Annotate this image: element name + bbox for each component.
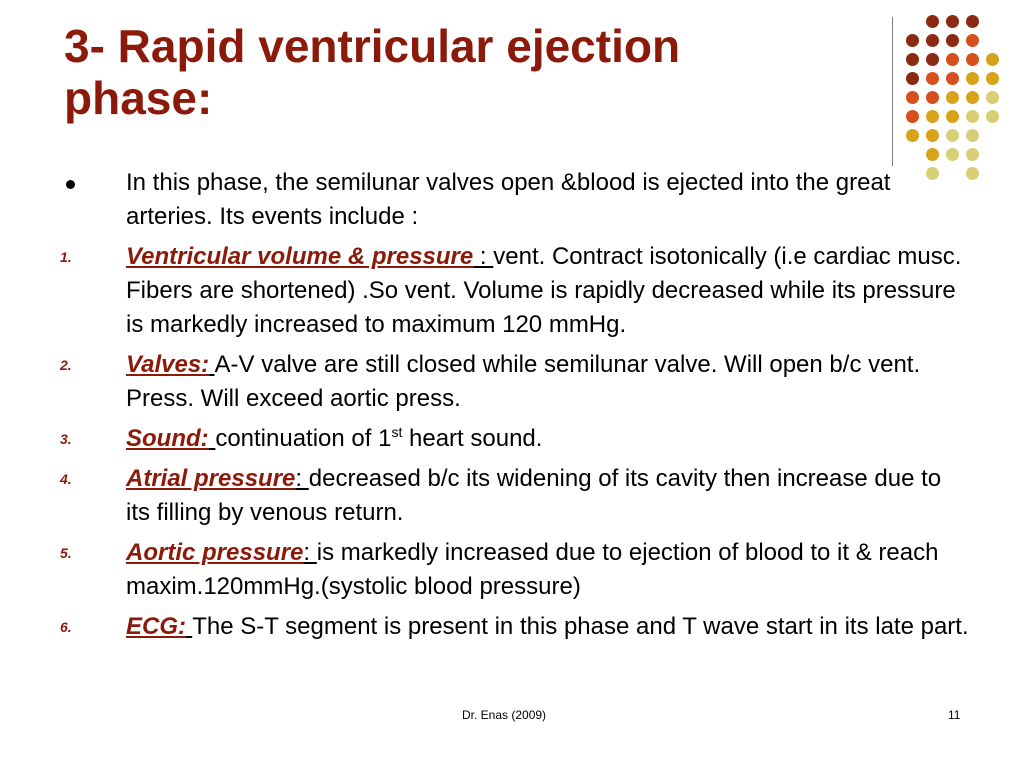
decorative-dot [926, 15, 939, 28]
decorative-dot [946, 34, 959, 47]
list-separator: : [295, 465, 309, 492]
decorative-dot [986, 53, 999, 66]
decorative-dot [946, 72, 959, 85]
decorative-dot [966, 129, 979, 142]
list-term: Ventricular volume & pressure [126, 243, 474, 270]
list-term: Atrial pressure [126, 465, 296, 492]
decorative-dot [966, 148, 979, 161]
footer-author: Dr. Enas (2009) [462, 708, 547, 722]
decorative-dot [986, 110, 999, 123]
decorative-dot [946, 91, 959, 104]
title-line-1: 3- Rapid ventricular ejection [64, 20, 681, 72]
decorative-dot [966, 34, 979, 47]
list-text: The S-T segment is present in this phase and T wave start in its late part. [192, 613, 969, 640]
title-line-2: phase: [64, 72, 213, 124]
decorative-dot [906, 129, 919, 142]
decorative-dot [926, 34, 939, 47]
list-item [60, 462, 970, 530]
decorative-dot [926, 148, 939, 161]
list-text: is markedly increased due to ejection of blood to it & reach maxim.120mmHg.(systolic blood pressure) [126, 539, 939, 600]
list-text-tail: heart sound. [402, 425, 543, 452]
bullet-icon [66, 180, 75, 189]
slide-body [60, 166, 970, 650]
slide-title [64, 20, 854, 124]
decorative-dot [966, 91, 979, 104]
decorative-dot [906, 34, 919, 47]
intro-text: In this phase, the semilunar valves open &blood is ejected into the great arteries. Its events include : [126, 169, 891, 230]
list-item [60, 422, 970, 456]
decorative-dot-grid [906, 15, 1016, 165]
decorative-dot [926, 91, 939, 104]
decorative-dot [906, 91, 919, 104]
decorative-dot [966, 53, 979, 66]
decorative-dot [926, 129, 939, 142]
list-term: Sound: [126, 425, 209, 452]
list-separator: : [303, 539, 317, 566]
list-number: 4. [60, 471, 72, 487]
decorative-dot [926, 72, 939, 85]
list-item [60, 610, 970, 644]
ordinal-superscript: st [391, 424, 403, 440]
list-term: Aortic pressure [126, 539, 304, 566]
list-term: Valves: [126, 351, 210, 378]
decorative-dot [946, 15, 959, 28]
decorative-dot [946, 148, 959, 161]
list-item [60, 240, 970, 342]
decorative-dot [946, 53, 959, 66]
list-number: 6. [60, 619, 72, 635]
list-number: 1. [60, 249, 72, 265]
list-number: 2. [60, 357, 72, 373]
decorative-dot [986, 72, 999, 85]
list-number: 3. [60, 431, 72, 447]
list-number: 5. [60, 545, 72, 561]
list-text: vent. Contract isotonically (i.e cardiac musc. Fibers are shortened) .So vent. Volume is rapidly decreased while its pressure is markedly increased to maximum 120 mmHg. [126, 243, 962, 338]
decorative-dot [906, 72, 919, 85]
decorative-dot [946, 129, 959, 142]
list-item [60, 348, 970, 416]
list-separator: : [473, 243, 494, 270]
decorative-dot [966, 72, 979, 85]
decorative-divider [892, 17, 893, 166]
decorative-dot [986, 91, 999, 104]
list-text: A-V valve are still closed while semilunar valve. Will open b/c vent. Press. Will exceed aortic press. [126, 351, 921, 412]
decorative-dot [946, 110, 959, 123]
slide-number: 11 [948, 708, 961, 722]
decorative-dot [966, 110, 979, 123]
list-item [60, 536, 970, 604]
list-text: decreased b/c its widening of its cavity then increase due to its filling by venous return. [126, 465, 942, 526]
decorative-dot [926, 53, 939, 66]
decorative-dot [906, 110, 919, 123]
bullet-item [60, 166, 970, 234]
list-text: continuation of 1 [215, 425, 392, 452]
decorative-dot [926, 110, 939, 123]
decorative-dot [906, 53, 919, 66]
list-term: ECG: [126, 613, 186, 640]
decorative-dot [966, 15, 979, 28]
